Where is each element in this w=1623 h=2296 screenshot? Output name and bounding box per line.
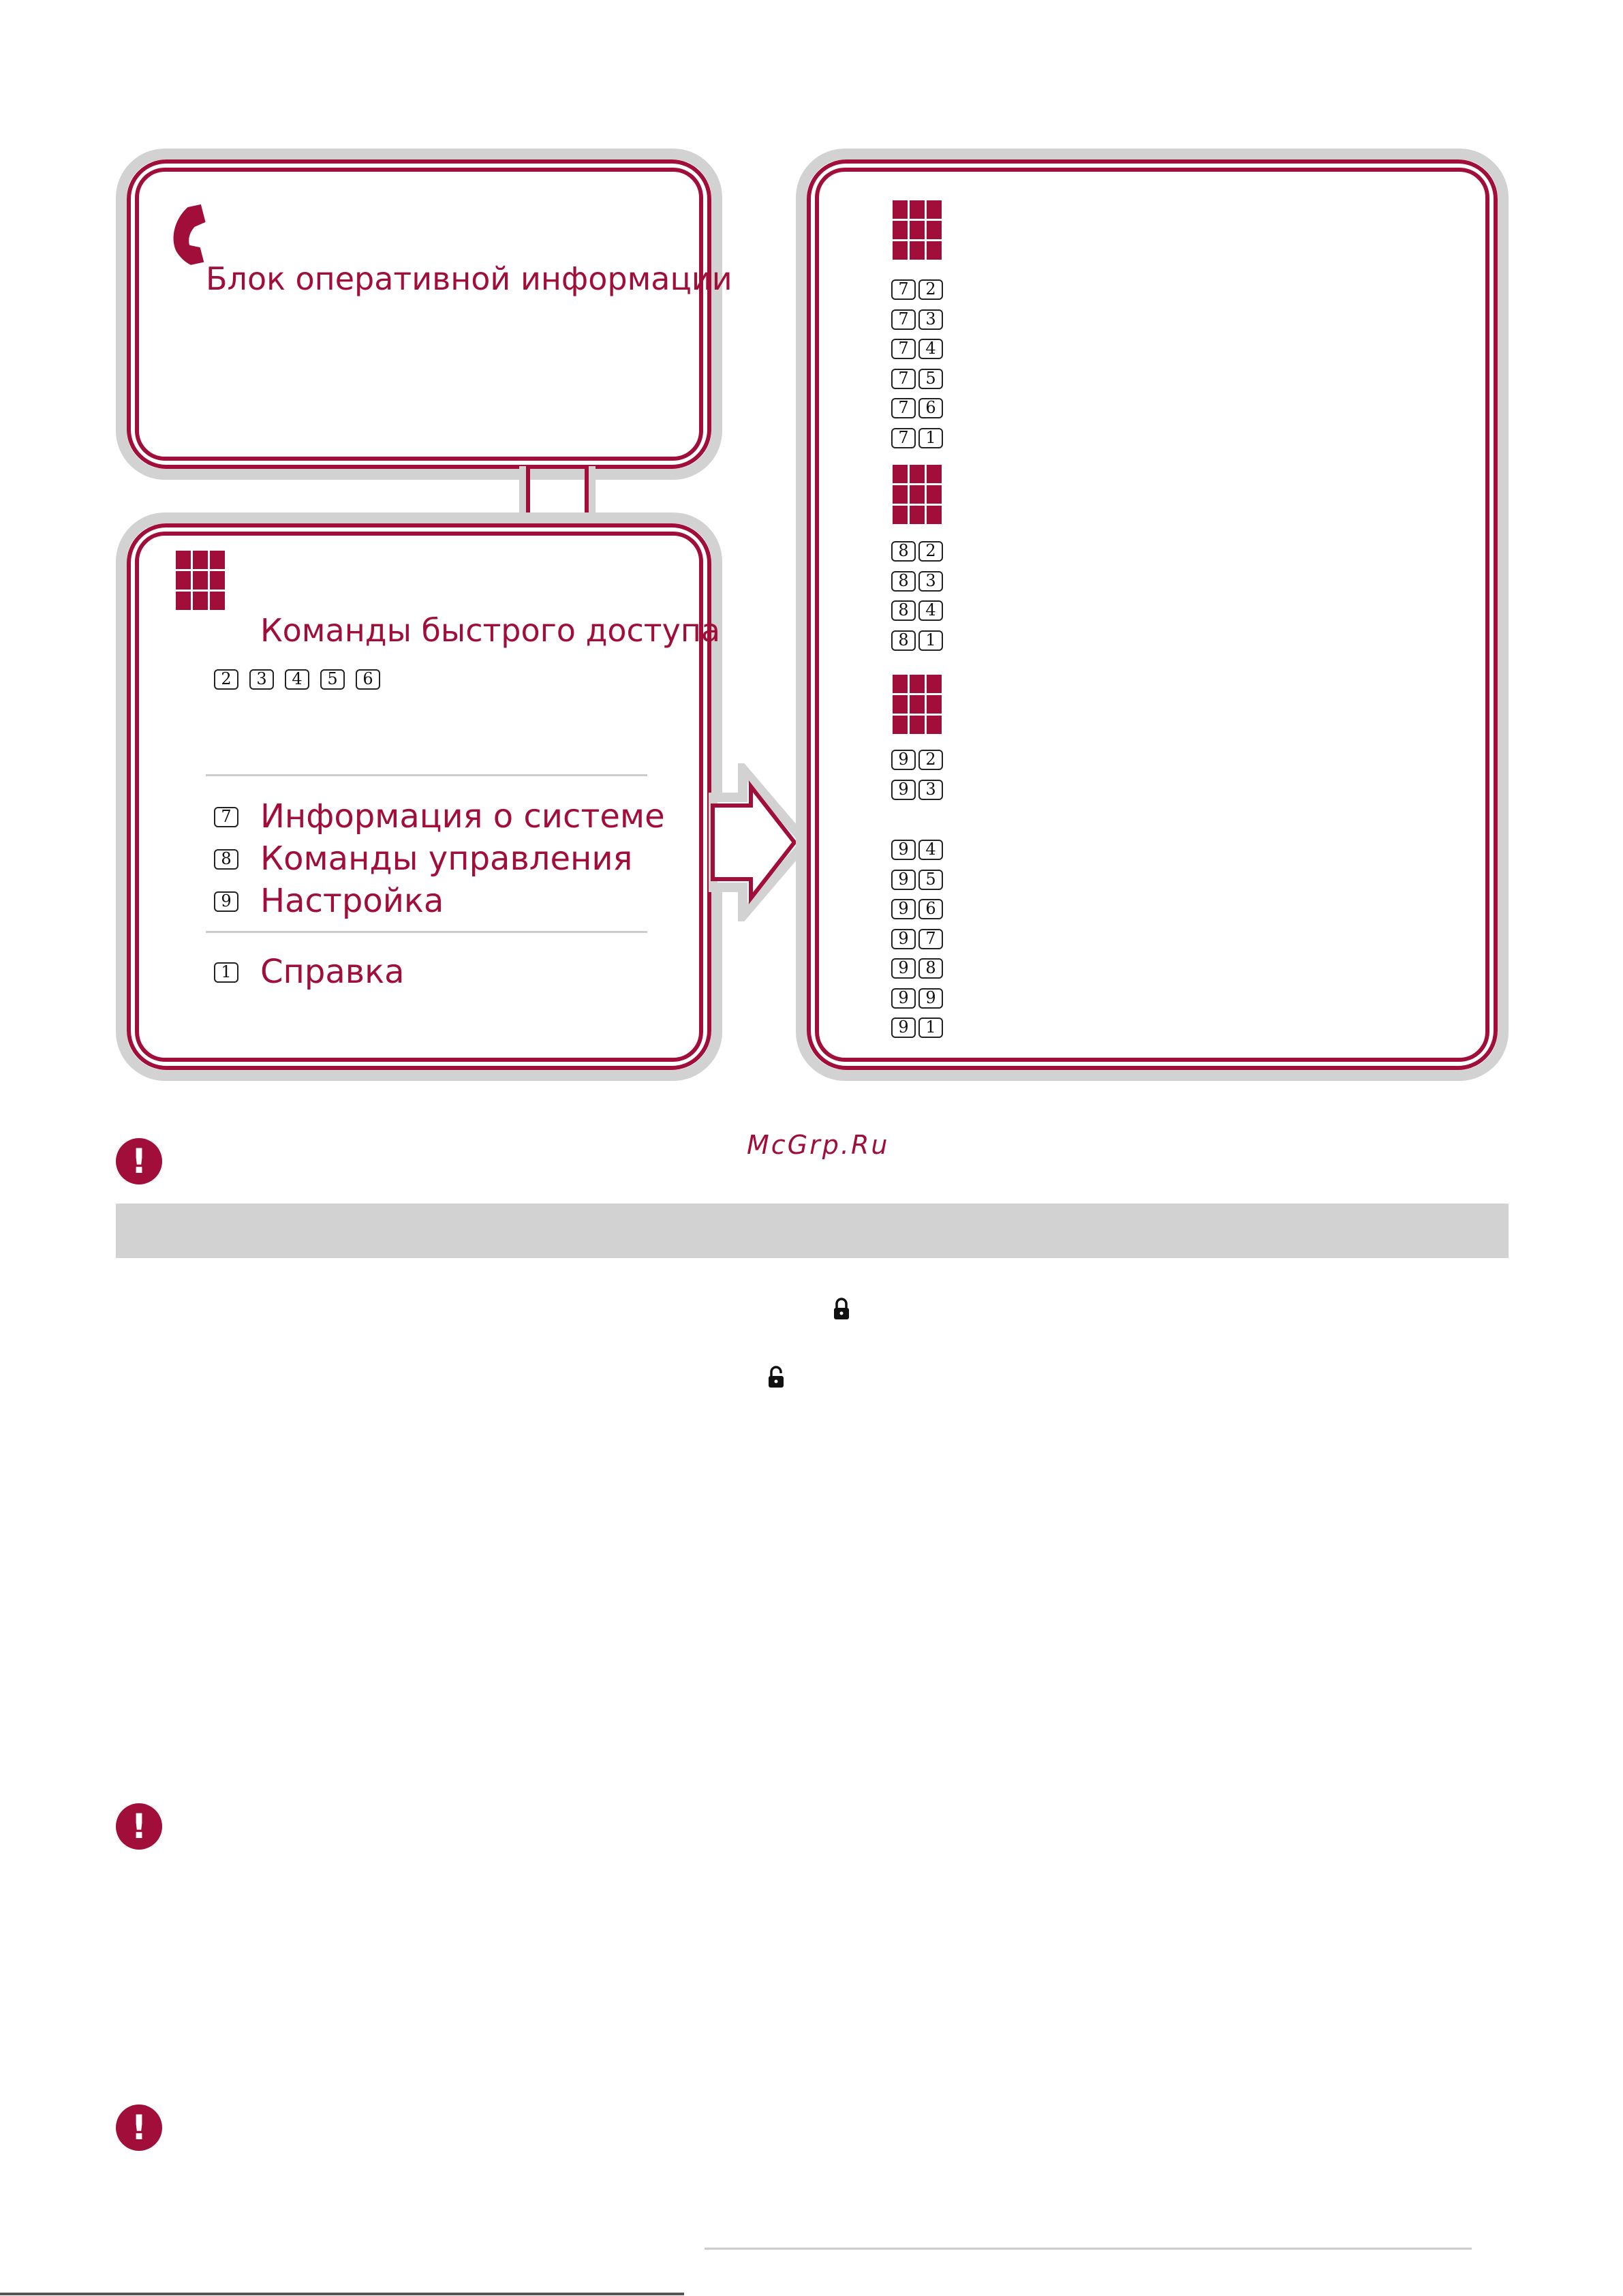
key-digit: 9 bbox=[891, 929, 916, 949]
key-digit: 9 bbox=[891, 899, 916, 919]
lock-open-icon bbox=[767, 1366, 785, 1389]
quick-keys-row bbox=[214, 669, 380, 690]
keypad-icon bbox=[893, 675, 942, 735]
key-digit: 4 bbox=[918, 339, 943, 359]
key-digit: 7 bbox=[891, 398, 916, 418]
code-row bbox=[891, 750, 943, 770]
alert-icon: ! bbox=[116, 1138, 162, 1184]
code-row bbox=[891, 398, 943, 418]
code-row bbox=[891, 428, 943, 448]
key-digit: 5 bbox=[918, 870, 943, 890]
alert-icon: ! bbox=[116, 1803, 162, 1850]
key-digit: 2 bbox=[918, 750, 943, 770]
key-digit: 8 bbox=[891, 541, 916, 562]
keypad-icon bbox=[893, 465, 942, 525]
key-digit: 4 bbox=[918, 600, 943, 621]
keypad-icon bbox=[176, 551, 225, 611]
key-digit: 1 bbox=[918, 428, 943, 448]
code-row bbox=[891, 780, 943, 800]
key-digit: 7 bbox=[891, 369, 916, 389]
key-digit: 9 bbox=[891, 870, 916, 890]
key-3: 3 bbox=[249, 669, 274, 690]
code-row bbox=[891, 630, 943, 651]
key-6: 6 bbox=[356, 669, 380, 690]
code-row bbox=[891, 369, 943, 389]
key-digit: 2 bbox=[918, 279, 943, 300]
key-digit: 4 bbox=[918, 840, 943, 860]
quick-access-panel: Команды быстрого доступа 2 3 4 5 6 7 Информация о системе 8 Команды управления 9 Настройка 1 Справка bbox=[116, 512, 722, 1081]
key-digit: 9 bbox=[918, 988, 943, 1009]
divider bbox=[206, 774, 647, 776]
code-row bbox=[891, 279, 943, 300]
key-digit: 3 bbox=[918, 780, 943, 800]
info-block-panel bbox=[116, 149, 732, 480]
code-row bbox=[891, 1017, 943, 1038]
footer-rule bbox=[0, 2293, 684, 2295]
divider bbox=[206, 931, 647, 933]
key-digit: 8 bbox=[891, 571, 916, 592]
code-row bbox=[891, 958, 943, 979]
key-digit: 7 bbox=[918, 929, 943, 949]
key-digit: 6 bbox=[918, 398, 943, 418]
code-row bbox=[891, 339, 943, 359]
key-digit: 3 bbox=[918, 571, 943, 592]
key-digit: 9 bbox=[891, 988, 916, 1009]
info-block-title: Блок оперативной информации bbox=[206, 260, 732, 297]
phone-icon bbox=[168, 200, 229, 266]
key-digit: 7 bbox=[891, 428, 916, 448]
key-digit: 9 bbox=[891, 780, 916, 800]
key-5: 5 bbox=[320, 669, 345, 690]
key-digit: 7 bbox=[891, 279, 916, 300]
key-digit: 5 bbox=[918, 369, 943, 389]
footer-rule bbox=[705, 2248, 1472, 2250]
key-digit: 8 bbox=[891, 600, 916, 621]
key-digit: 9 bbox=[891, 840, 916, 860]
key-digit: 2 bbox=[918, 541, 943, 562]
key-digit: 7 bbox=[891, 339, 916, 359]
code-row bbox=[891, 600, 943, 621]
key-digit: 6 bbox=[918, 899, 943, 919]
key-digit: 9 bbox=[891, 958, 916, 979]
key-4: 4 bbox=[285, 669, 309, 690]
key-digit: 1 bbox=[918, 630, 943, 651]
keypad-icon bbox=[893, 200, 942, 260]
key-digit: 9 bbox=[891, 1017, 916, 1038]
key-digit: 1 bbox=[918, 1017, 943, 1038]
code-row bbox=[891, 840, 943, 860]
key-digit: 8 bbox=[891, 630, 916, 651]
alert-icon: ! bbox=[116, 2104, 162, 2151]
code-row bbox=[891, 309, 943, 330]
watermark: McGrp.Ru bbox=[747, 1130, 890, 1160]
key-digit: 8 bbox=[918, 958, 943, 979]
section-header-bar bbox=[116, 1204, 1509, 1258]
key-2: 2 bbox=[214, 669, 238, 690]
code-row bbox=[891, 870, 943, 890]
key-digit: 7 bbox=[891, 309, 916, 330]
code-row bbox=[891, 929, 943, 949]
lock-closed-icon bbox=[833, 1298, 850, 1321]
command-codes-panel bbox=[796, 149, 1509, 1081]
code-row bbox=[891, 988, 943, 1009]
key-digit: 3 bbox=[918, 309, 943, 330]
code-row bbox=[891, 541, 943, 562]
code-row bbox=[891, 899, 943, 919]
code-row bbox=[891, 571, 943, 592]
key-digit: 9 bbox=[891, 750, 916, 770]
quick-access-title: Команды быстрого доступа bbox=[260, 612, 721, 649]
